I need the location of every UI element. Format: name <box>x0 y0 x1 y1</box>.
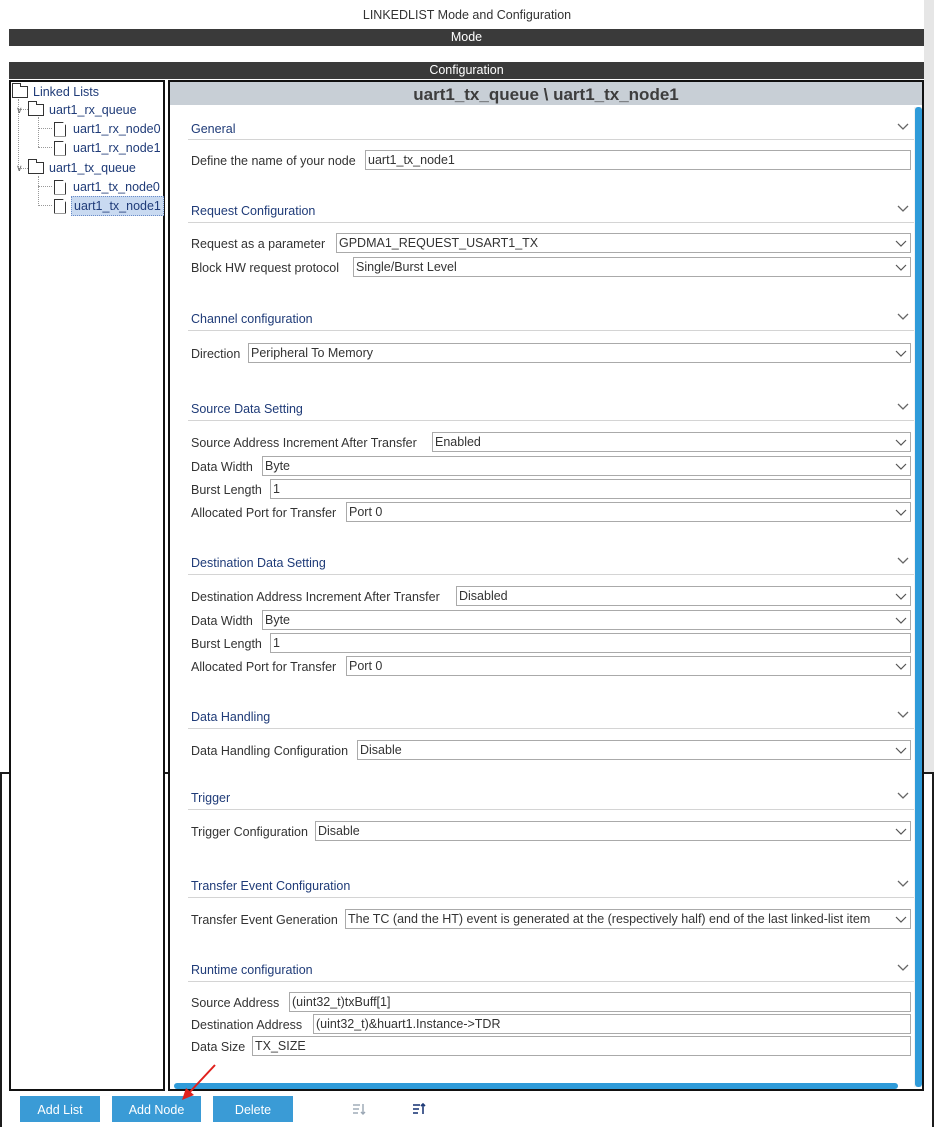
tree-item-node[interactable] <box>54 178 162 196</box>
field-label: Request as a parameter <box>191 237 326 251</box>
tree-connector <box>38 205 52 206</box>
field-label: Transfer Event Generation <box>191 913 338 927</box>
field-value: Single/Burst Level <box>356 260 457 274</box>
delete-button[interactable]: Delete <box>213 1096 293 1122</box>
field-value: Disabled <box>459 589 508 603</box>
tree-node-label: uart1_tx_node0 <box>73 180 160 194</box>
chevron-down-icon <box>895 743 907 757</box>
folder-icon <box>28 162 44 174</box>
tree-node-label: uart1_rx_node1 <box>73 141 161 155</box>
chevron-down-icon[interactable]: ∨ <box>16 163 23 173</box>
chevron-down-icon <box>895 613 907 627</box>
chevron-down-icon[interactable]: ∨ <box>16 105 23 115</box>
add-list-button[interactable]: Add List <box>20 1096 100 1122</box>
divider <box>188 420 916 421</box>
tree-item-node-selected[interactable] <box>54 197 164 215</box>
field-value: TX_SIZE <box>255 1039 306 1053</box>
linked-list-tree <box>9 80 165 1091</box>
chevron-down-icon <box>895 260 907 274</box>
field-label: Allocated Port for Transfer <box>191 506 337 520</box>
tree-root-label: Linked Lists <box>33 85 100 99</box>
tree-connector <box>38 147 52 148</box>
tree-queue-label: uart1_tx_queue <box>49 161 136 175</box>
tree-item-node[interactable] <box>54 120 163 138</box>
data-handling-select[interactable] <box>357 740 911 760</box>
divider <box>188 809 916 810</box>
config-header: uart1_tx_queue \ uart1_tx_node1 <box>170 82 922 105</box>
field-value: uart1_tx_node1 <box>368 153 455 167</box>
field-label: Direction <box>191 347 241 361</box>
chevron-down-icon[interactable] <box>896 120 910 134</box>
divider <box>188 897 916 898</box>
field-value: The TC (and the HT) event is generated at the (respectively half) end of the last linked-list item <box>348 912 871 926</box>
tree-node-label: uart1_rx_node0 <box>73 122 161 136</box>
direction-select[interactable] <box>248 343 911 363</box>
tree-connector <box>38 186 52 187</box>
field-value: (uint32_t)txBuff[1] <box>292 995 391 1009</box>
destination-address-input[interactable] <box>313 1014 911 1034</box>
tree-connector <box>38 128 52 129</box>
section-title-transfer-event[interactable]: Transfer Event Configuration <box>191 879 351 893</box>
source-port-select[interactable] <box>346 502 911 522</box>
tree-item-queue[interactable] <box>16 101 139 119</box>
sort-down-icon[interactable] <box>351 1101 367 1117</box>
field-label: Data Width <box>191 460 253 474</box>
divider <box>188 574 916 575</box>
sort-up-icon[interactable] <box>411 1101 427 1117</box>
block-hw-select[interactable] <box>353 257 911 277</box>
source-increment-select[interactable] <box>432 432 911 452</box>
section-title-data-handling[interactable]: Data Handling <box>191 710 271 724</box>
folder-icon <box>28 104 44 116</box>
chevron-down-icon[interactable] <box>896 310 910 324</box>
section-title-general[interactable]: General <box>191 122 236 136</box>
field-label: Burst Length <box>191 483 262 497</box>
field-label: Source Address <box>191 996 280 1010</box>
field-label: Burst Length <box>191 637 262 651</box>
section-title-request[interactable]: Request Configuration <box>191 204 316 218</box>
source-address-input[interactable] <box>289 992 911 1012</box>
field-value: Disable <box>360 743 402 757</box>
horizontal-scrollbar-thumb[interactable] <box>174 1083 898 1089</box>
divider <box>188 728 916 729</box>
mode-bar[interactable]: Mode <box>9 29 924 46</box>
field-value: Enabled <box>435 435 481 449</box>
divider <box>188 981 916 982</box>
chevron-down-icon <box>895 912 907 926</box>
destination-width-select[interactable] <box>262 610 911 630</box>
tree-item-queue[interactable] <box>16 159 138 177</box>
section-title-runtime[interactable]: Runtime configuration <box>191 963 313 977</box>
section-title-trigger[interactable]: Trigger <box>191 791 231 805</box>
field-value: (uint32_t)&huart1.Instance->TDR <box>316 1017 501 1031</box>
configuration-panel <box>168 80 924 1091</box>
chevron-down-icon[interactable] <box>896 400 910 414</box>
section-title-channel[interactable]: Channel configuration <box>191 312 313 326</box>
divider <box>188 330 916 331</box>
destination-burst-input[interactable] <box>270 633 911 653</box>
section-title-destination[interactable]: Destination Data Setting <box>191 556 326 570</box>
section-title-source[interactable]: Source Data Setting <box>191 402 303 416</box>
chevron-down-icon <box>895 346 907 360</box>
divider <box>188 139 916 140</box>
window-edge <box>924 0 934 772</box>
tree-item-node[interactable] <box>54 139 163 157</box>
chevron-down-icon[interactable] <box>896 708 910 722</box>
trigger-select[interactable] <box>315 821 911 841</box>
field-value: Port 0 <box>349 659 383 673</box>
annotation-arrow-icon <box>176 1062 220 1102</box>
transfer-event-select[interactable] <box>345 909 911 929</box>
chevron-down-icon <box>895 589 907 603</box>
chevron-down-icon <box>895 236 907 250</box>
chevron-down-icon <box>895 659 907 673</box>
node-name-input[interactable] <box>365 150 911 170</box>
add-node-button[interactable]: Add Node <box>112 1096 201 1122</box>
configuration-bar: Configuration <box>9 62 924 79</box>
field-value: Byte <box>265 459 291 473</box>
chevron-down-icon[interactable] <box>896 961 910 975</box>
chevron-down-icon[interactable] <box>896 789 910 803</box>
chevron-down-icon <box>895 459 907 473</box>
field-value: GPDMA1_REQUEST_USART1_TX <box>339 236 539 250</box>
source-burst-input[interactable] <box>270 479 911 499</box>
field-label: Destination Address Increment After Transfer <box>191 590 440 604</box>
tree-connector <box>38 117 39 147</box>
field-label: Source Address Increment After Transfer <box>191 436 417 450</box>
divider <box>0 772 2 1127</box>
chevron-down-icon[interactable] <box>896 202 910 216</box>
vertical-scrollbar-thumb[interactable] <box>915 107 922 1087</box>
file-icon <box>54 180 66 195</box>
window-title: LINKEDLIST Mode and Configuration <box>0 0 934 28</box>
destination-port-select[interactable] <box>346 656 911 676</box>
chevron-down-icon[interactable] <box>896 877 910 891</box>
field-value: Disable <box>318 824 360 838</box>
field-label: Destination Address <box>191 1018 303 1032</box>
field-value: Byte <box>265 613 291 627</box>
source-width-select[interactable] <box>262 456 911 476</box>
field-label: Data Width <box>191 614 253 628</box>
tree-connector <box>38 176 39 206</box>
field-label: Data Size <box>191 1040 246 1054</box>
tree-root[interactable] <box>12 83 101 101</box>
chevron-down-icon[interactable] <box>896 554 910 568</box>
file-icon <box>54 199 66 214</box>
field-label: Define the name of your node <box>191 154 356 168</box>
request-select[interactable] <box>336 233 911 253</box>
folder-icon <box>12 86 28 98</box>
chevron-down-icon <box>895 505 907 519</box>
field-value: Port 0 <box>349 505 383 519</box>
chevron-down-icon <box>895 435 907 449</box>
data-size-input[interactable] <box>252 1036 911 1056</box>
file-icon <box>54 122 66 137</box>
field-label: Trigger Configuration <box>191 825 308 839</box>
field-label: Block HW request protocol <box>191 261 339 275</box>
tree-node-label: uart1_tx_node1 <box>71 196 164 216</box>
field-label: Data Handling Configuration <box>191 744 349 758</box>
field-value: 1 <box>273 636 280 650</box>
file-icon <box>54 141 66 156</box>
field-label: Allocated Port for Transfer <box>191 660 337 674</box>
chevron-down-icon <box>895 824 907 838</box>
tree-queue-label: uart1_rx_queue <box>49 103 137 117</box>
destination-increment-select[interactable] <box>456 586 911 606</box>
field-value: Peripheral To Memory <box>251 346 374 360</box>
divider <box>188 222 916 223</box>
field-value: 1 <box>273 482 280 496</box>
